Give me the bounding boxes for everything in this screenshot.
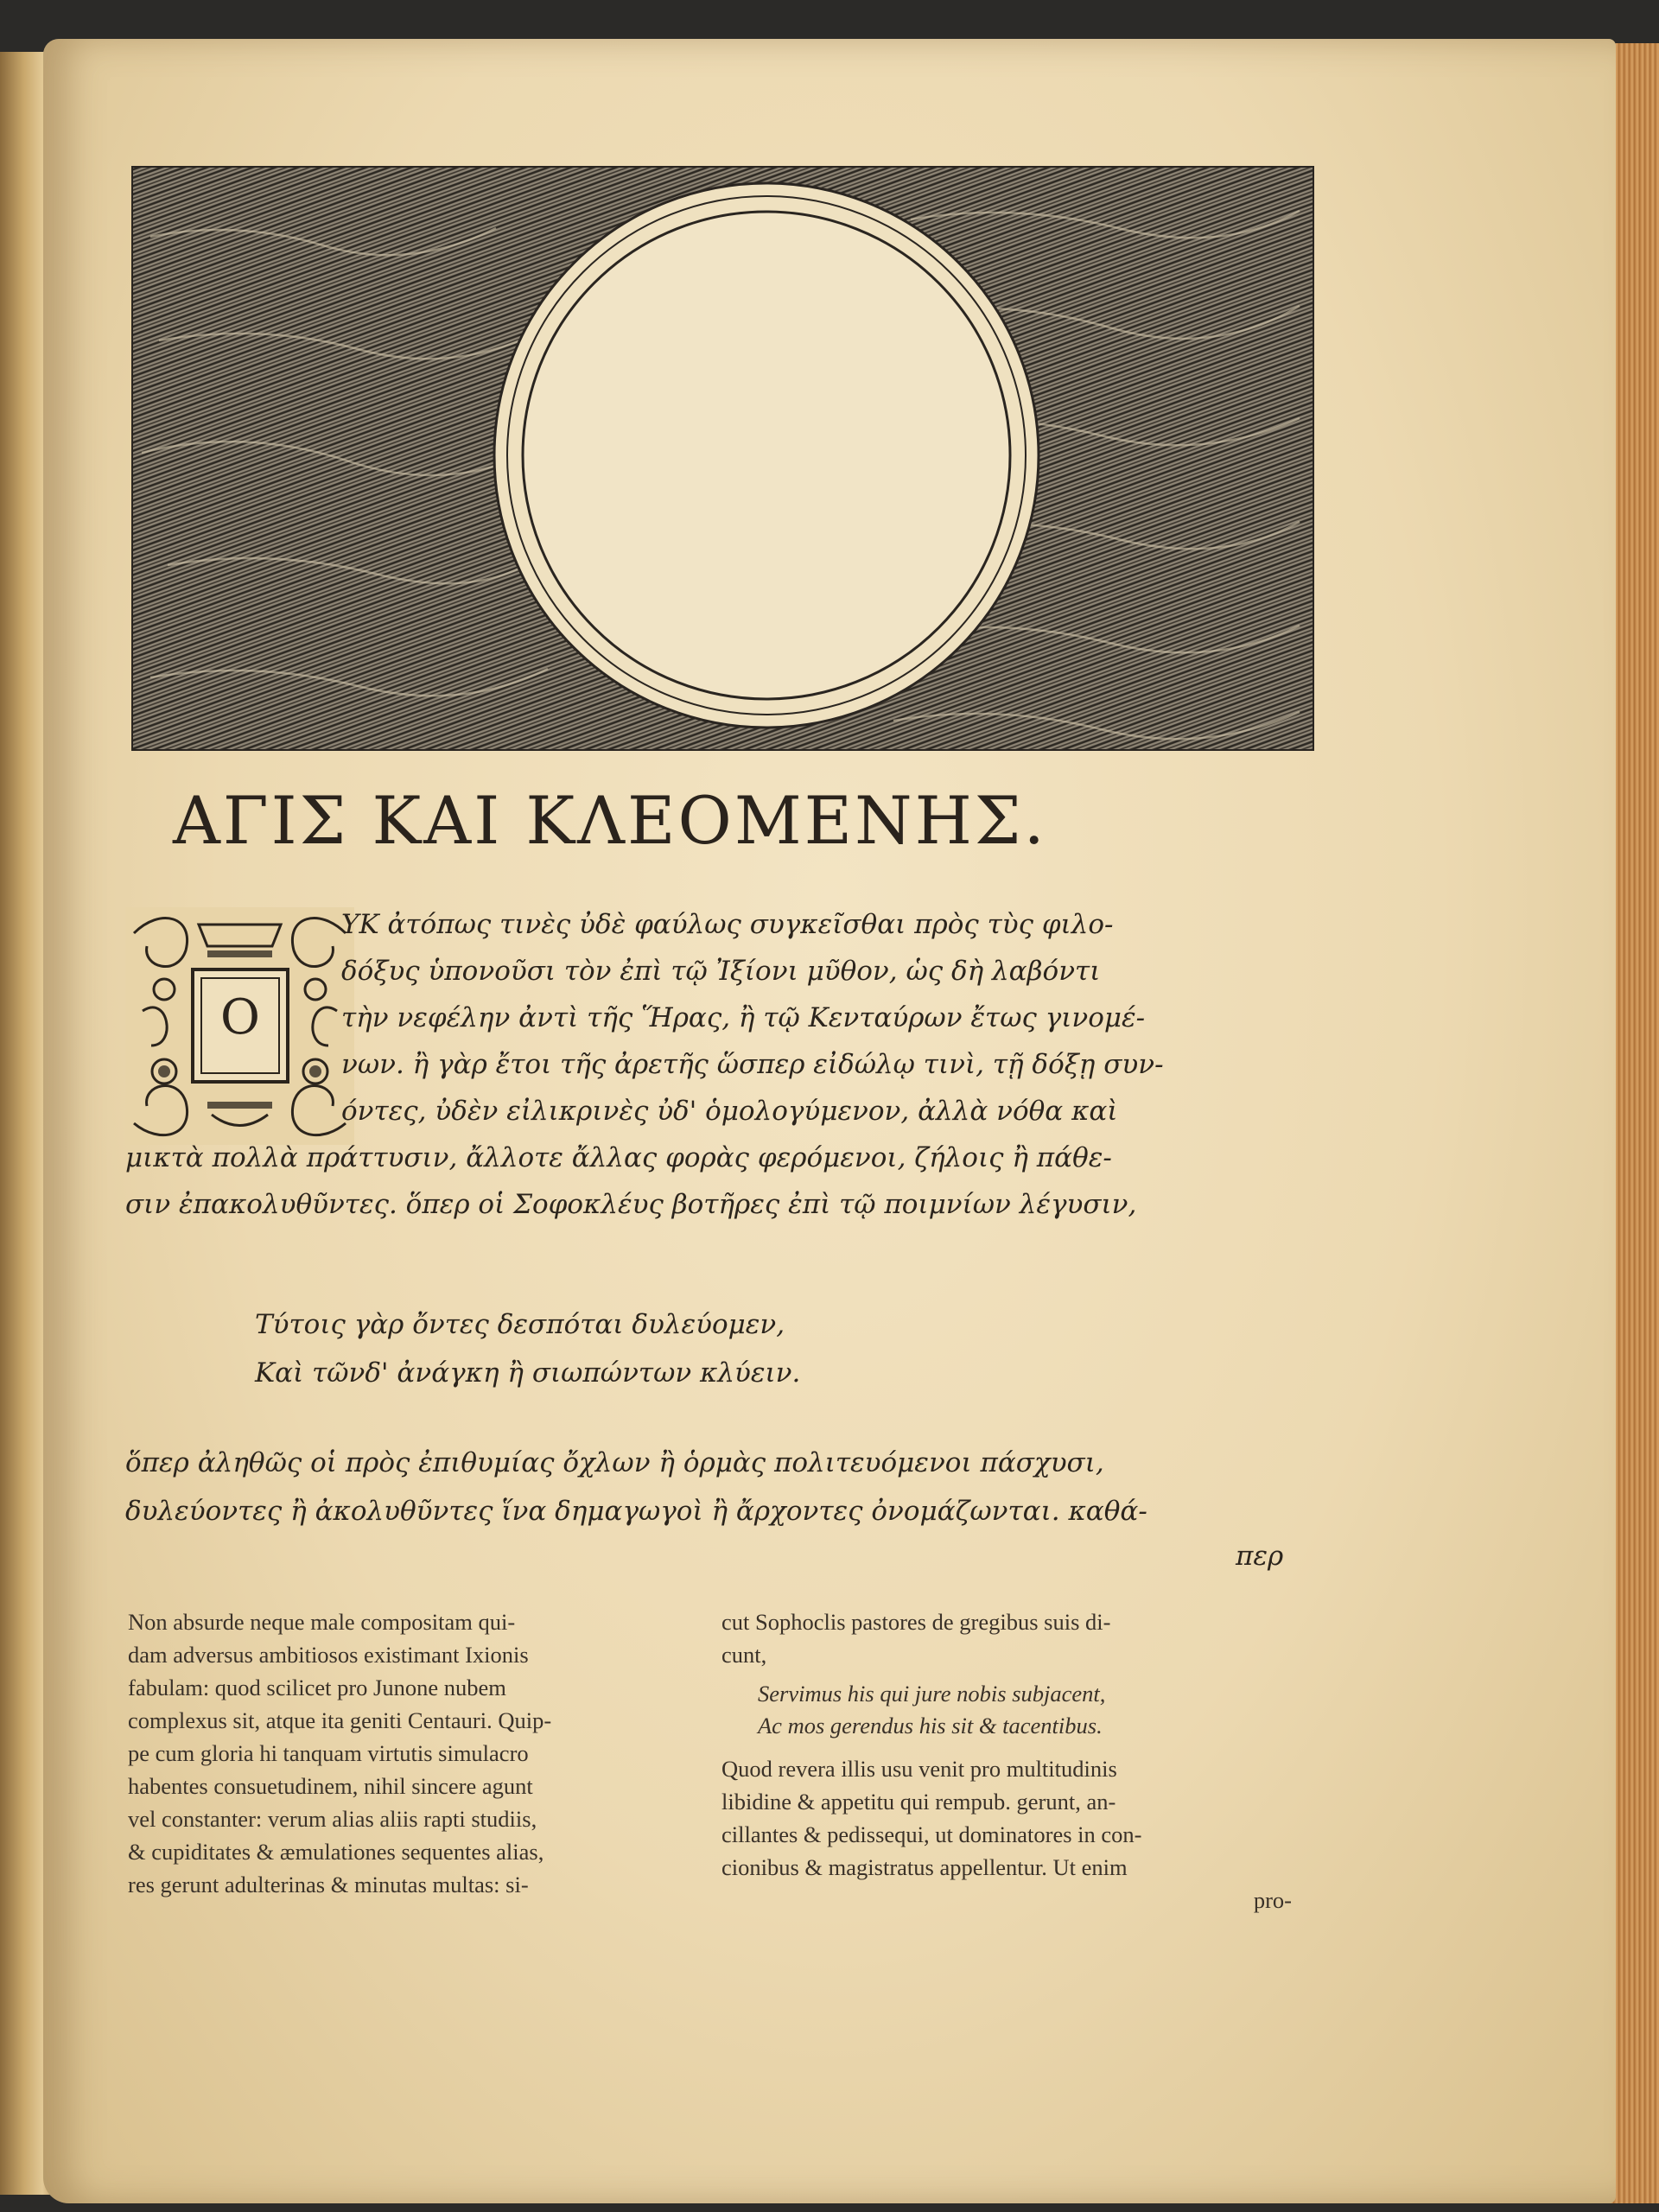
decorated-initial	[125, 907, 354, 1145]
greek-line: ὅπερ ἀληθῶς οἱ πρὸς ἐπιθυμίας ὄχλων ἢ ὁρμὰς πολιτευόμενοι πάσχυσι,	[125, 1447, 1104, 1478]
greek-verse-quote	[255, 1300, 800, 1397]
engraved-headpiece	[131, 166, 1314, 751]
latin-line: res gerunt adulterinas & minutas multas: si-	[128, 1872, 529, 1897]
greek-line: ΥΚ ἀτόπως τινὲς ὐδὲ φαύλως συγκεῖσθαι πρὸς τὺς φιλο-	[341, 909, 1114, 940]
latin-line: complexus sit, atque ita geniti Centauri. Quip-	[128, 1707, 552, 1733]
greek-line: τὴν νεφέλην ἀντὶ τῆς Ἥρας, ἢ τῷ Κενταύρων ἔτως γινομέ-	[341, 1002, 1146, 1033]
latin-line: fabulam: quod scilicet pro Junone nubem	[128, 1675, 506, 1700]
latin-verse-quote	[721, 1678, 1292, 1742]
latin-line: Non absurde neque male compositam qui-	[128, 1609, 516, 1635]
greek-catchword: περ	[1236, 1541, 1284, 1572]
latin-line: habentes consuetudinem, nihil sincere agunt	[128, 1773, 533, 1799]
latin-column-right	[721, 1605, 1292, 1916]
greek-line: δόξυς ὑπονοῦσι τὸν ἐπὶ τῷ Ἰξίονι μῦθον, ὡς δὴ λαβόντι	[341, 956, 1101, 987]
latin-line: cionibus & magistratus appellentur. Ut enim	[721, 1854, 1128, 1880]
greek-paragraph-continued	[125, 1439, 1309, 1535]
greek-verse-line: Τύτοις γὰρ ὄντες δεσπόται δυλεύομεν,	[255, 1309, 785, 1340]
greek-line: μικτὰ πολλὰ πράττυσιν, ἄλλοτε ἄλλας φορὰς φερόμενοι, ζήλοις ἢ πάθε-	[125, 1142, 1112, 1173]
greek-verse-line: Καὶ τῶνδ' ἀνάγκη ἢ σιωπώντων κλύειν.	[255, 1357, 801, 1389]
latin-line: cillantes & pedissequi, ut dominatores in con-	[721, 1821, 1142, 1847]
latin-line: vel constanter: verum alias aliis rapti studiis,	[128, 1806, 537, 1832]
latin-line: libidine & appetitu qui rempub. gerunt, an-	[721, 1789, 1116, 1815]
latin-line: pe cum gloria hi tanquam virtutis simulacro	[128, 1740, 529, 1766]
latin-line: & cupiditates & æmulationes sequentes alias,	[128, 1839, 544, 1865]
latin-verse-line: Servimus his qui jure nobis subjacent,	[758, 1681, 1106, 1707]
greek-line: δυλεύοντες ἢ ἀκολυθῦντες ἵνα δημαγωγοὶ ἢ ἄρχοντες ὀνομάζωνται. καθά-	[125, 1496, 1147, 1527]
latin-column-left	[128, 1605, 698, 1901]
greek-opening-block	[341, 901, 1309, 1135]
latin-verse-line: Ac mos gerendus his sit & tacentibus.	[758, 1713, 1103, 1738]
latin-line: cunt,	[721, 1642, 767, 1668]
greek-line: νων. ἢ γὰρ ἔτοι τῆς ἀρετῆς ὥσπερ εἰδώλῳ τινὶ, τῇ δόξῃ συν-	[341, 1049, 1164, 1080]
latin-catchword: pro-	[1253, 1887, 1292, 1913]
greek-paragraph	[125, 1135, 1309, 1228]
latin-line: dam adversus ambitiosos existimant Ixionis	[128, 1642, 529, 1668]
greek-line: σιν ἐπακολυθῦντες. ὅπερ οἱ Σοφοκλέυς βοτῆρες ἐπὶ τῷ ποιμνίων λέγυσιν,	[125, 1189, 1137, 1220]
chapter-title: ΑΓΙΣ ΚΑΙ ΚΛΕΟΜΕΝΗΣ.	[173, 782, 1047, 859]
greek-line: όντες, ὐδὲν εἰλικρινὲς ὐδ' ὁμολογύμενον, ἀλλὰ νόθα καὶ	[341, 1096, 1118, 1127]
latin-line: cut Sophoclis pastores de gregibus suis di-	[721, 1609, 1111, 1635]
initial-letter: Ο	[220, 989, 260, 1046]
latin-line: Quod revera illis usu venit pro multitudinis	[721, 1756, 1117, 1782]
